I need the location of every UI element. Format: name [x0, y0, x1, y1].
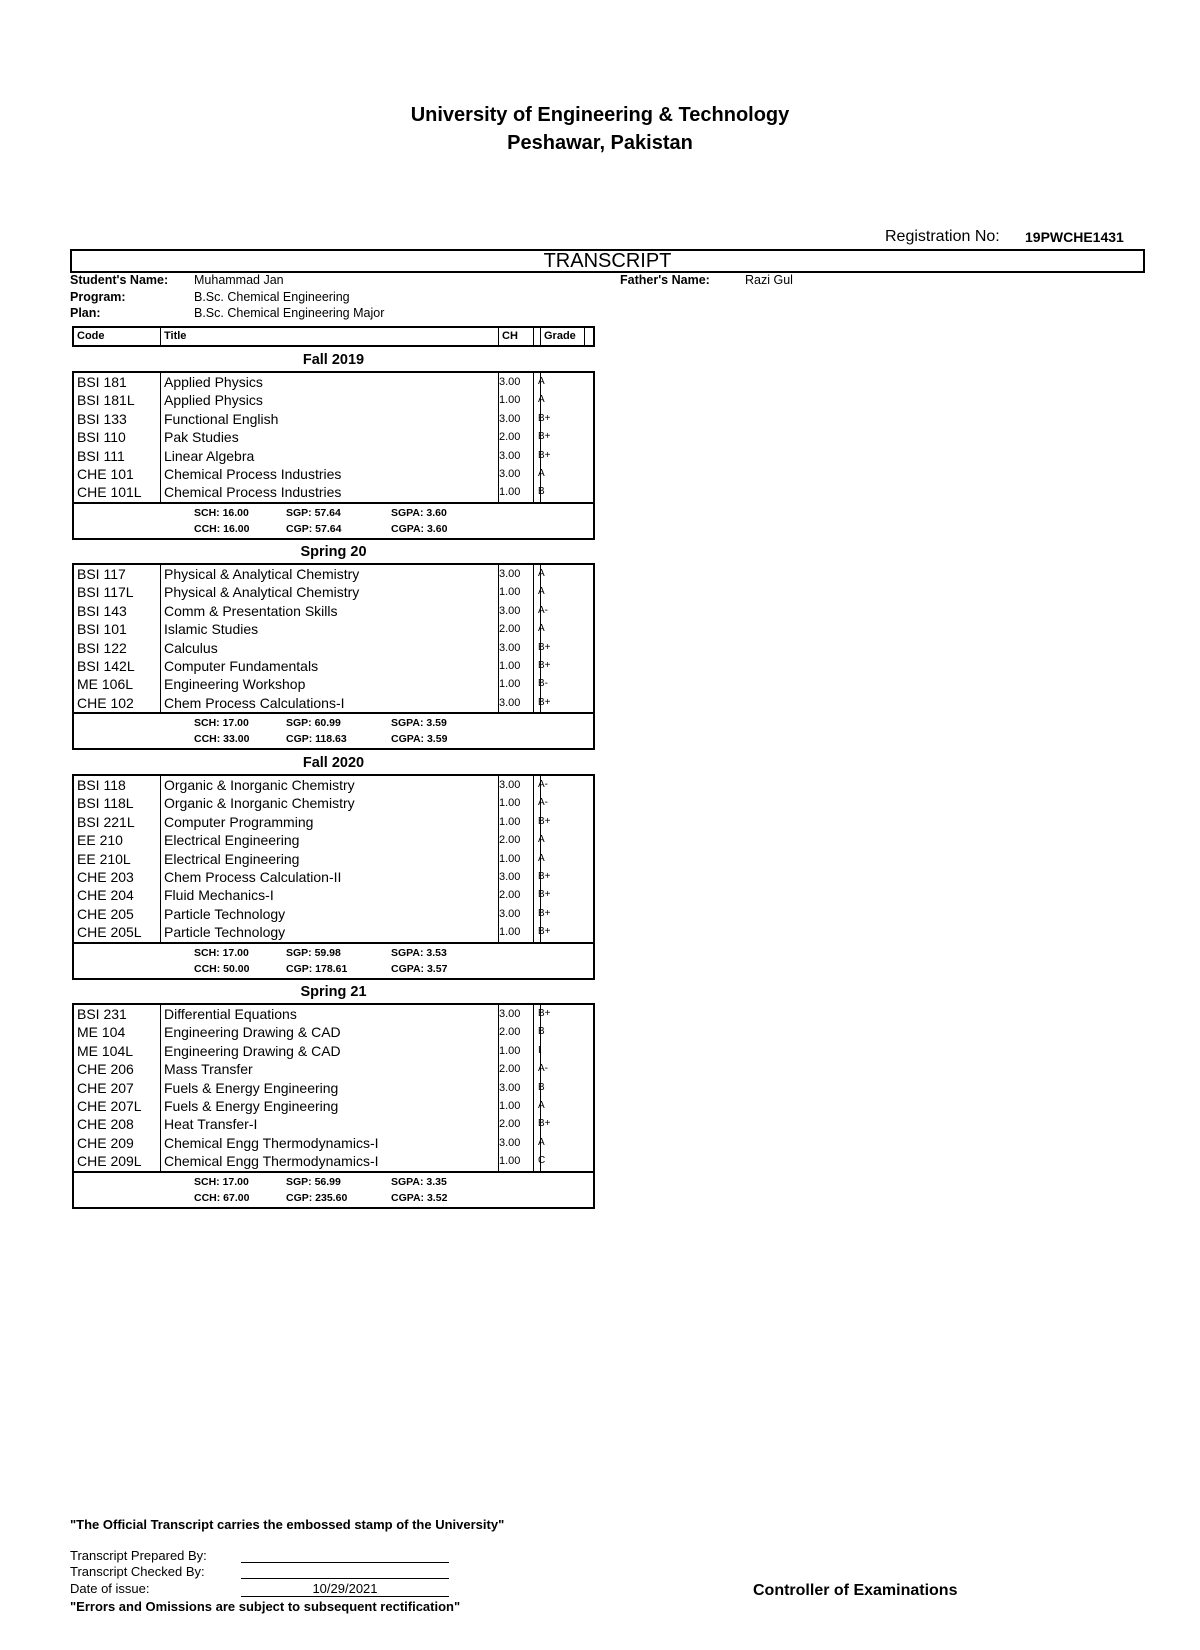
- semester-gpa: SGPA: 3.35: [391, 1175, 447, 1188]
- credit-hours: 1.00: [498, 1097, 534, 1115]
- ch-column-header: CH: [498, 328, 534, 345]
- grade: A: [538, 1136, 545, 1148]
- course-title: Mass Transfer: [164, 1061, 253, 1078]
- course-code: CHE 205L: [74, 923, 161, 941]
- course-title: Applied Physics: [164, 374, 263, 390]
- column-divider: [498, 620, 499, 638]
- grade: B: [538, 1026, 545, 1038]
- course-title: Chemical Engg Thermodynamics-I: [164, 1134, 379, 1151]
- column-divider: [498, 1097, 499, 1115]
- course-code: CHE 209L: [74, 1152, 161, 1170]
- cumulative-grade-points: CGP: 178.61: [286, 962, 348, 975]
- registration-number: 19PWCHE1431: [1025, 229, 1124, 245]
- credit-hours: 3.00: [498, 776, 534, 794]
- credit-hours: 2.00: [498, 1060, 534, 1078]
- column-divider: [498, 639, 499, 657]
- column-divider: [540, 583, 541, 601]
- checked-by-line: [241, 1564, 449, 1579]
- course-code: BSI 101: [74, 620, 161, 638]
- column-divider: [498, 850, 499, 868]
- credit-hours: 3.00: [498, 694, 534, 712]
- grade: B+: [538, 1118, 551, 1130]
- course-code: CHE 101: [74, 465, 161, 483]
- course-row: [74, 1042, 593, 1060]
- course-row: [74, 565, 593, 583]
- credit-hours: 1.00: [498, 391, 534, 409]
- column-divider: [498, 675, 499, 693]
- grade: B+: [538, 870, 551, 882]
- column-divider: [498, 391, 499, 409]
- semester-credit-hours: SCH: 17.00: [194, 946, 249, 959]
- course-code: CHE 101L: [74, 483, 161, 501]
- semester-credit-hours: SCH: 17.00: [194, 1175, 249, 1188]
- course-code: CHE 206: [74, 1060, 161, 1078]
- credit-hours: 3.00: [498, 1134, 534, 1152]
- course-code: CHE 102: [74, 694, 161, 712]
- column-divider: [540, 813, 541, 831]
- grade: A: [538, 623, 545, 635]
- cumulative-gpa: CGPA: 3.52: [391, 1191, 448, 1204]
- grade: B+: [538, 1008, 551, 1019]
- course-title: Physical & Analytical Chemistry: [164, 566, 360, 582]
- column-divider: [540, 923, 541, 941]
- prepared-by-line: [241, 1548, 449, 1563]
- column-divider: [540, 428, 541, 446]
- grade: B+: [538, 641, 551, 653]
- grade: B+: [538, 889, 551, 901]
- column-divider: [540, 391, 541, 409]
- credit-hours: 3.00: [498, 1005, 534, 1023]
- prepared-by-label: Transcript Prepared By:: [70, 1548, 207, 1563]
- course-title: Chemical Process Industries: [164, 484, 342, 501]
- semester-summary: [74, 942, 593, 978]
- grade: A: [538, 394, 545, 406]
- transcript-title: TRANSCRIPT: [70, 249, 1145, 273]
- credit-hours: 3.00: [498, 1079, 534, 1097]
- student-name: Muhammad Jan: [194, 273, 284, 287]
- program-label: Program:: [70, 290, 126, 304]
- column-divider: [540, 1152, 541, 1170]
- course-title: Pak Studies: [164, 429, 239, 446]
- course-title: Linear Algebra: [164, 447, 255, 464]
- course-code: BSI 142L: [74, 657, 161, 675]
- column-divider: [540, 1042, 541, 1060]
- course-code: ME 104L: [74, 1042, 161, 1060]
- semester-summary: [74, 502, 593, 538]
- column-divider: [498, 1042, 499, 1060]
- credit-hours: 1.00: [498, 794, 534, 812]
- course-code: BSI 221L: [74, 813, 161, 831]
- column-divider: [540, 373, 541, 391]
- course-row: [74, 850, 593, 868]
- column-divider: [498, 905, 499, 923]
- date-of-issue-value: 10/29/2021: [241, 1582, 449, 1597]
- credit-hours: 3.00: [498, 465, 534, 483]
- course-title: Differential Equations: [164, 1006, 297, 1022]
- column-divider: [498, 886, 499, 904]
- credit-hours: 3.00: [498, 602, 534, 620]
- course-row: [74, 868, 593, 886]
- grade: A-: [538, 604, 548, 616]
- credit-hours: 2.00: [498, 428, 534, 446]
- course-code: BSI 231: [74, 1005, 161, 1023]
- course-title: Fuels & Energy Engineering: [164, 1079, 339, 1096]
- semester-credit-hours: SCH: 17.00: [194, 717, 249, 730]
- course-code: BSI 110: [74, 428, 161, 446]
- credit-hours: 1.00: [498, 483, 534, 501]
- credit-hours: 1.00: [498, 675, 534, 693]
- course-row: [74, 602, 593, 620]
- credit-hours: 3.00: [498, 868, 534, 886]
- column-divider: [540, 886, 541, 904]
- program-value: B.Sc. Chemical Engineering: [194, 290, 350, 304]
- course-title: Fuels & Energy Engineering: [164, 1097, 339, 1114]
- column-divider: [540, 483, 541, 501]
- cumulative-grade-points: CGP: 235.60: [286, 1191, 348, 1204]
- column-divider: [498, 657, 499, 675]
- semester-credit-hours: SCH: 16.00: [194, 506, 249, 519]
- column-divider: [498, 1060, 499, 1078]
- cumulative-gpa: CGPA: 3.59: [391, 733, 448, 746]
- plan-value: B.Sc. Chemical Engineering Major: [194, 306, 385, 320]
- course-title: Calculus: [164, 639, 218, 656]
- column-divider: [540, 657, 541, 675]
- grade: A-: [538, 1063, 548, 1075]
- grade: A: [538, 1099, 545, 1111]
- column-divider: [540, 1115, 541, 1133]
- credit-hours: 3.00: [498, 373, 534, 391]
- grade: B+: [538, 926, 551, 938]
- grade: I: [538, 1044, 541, 1056]
- semester-gpa: SGPA: 3.60: [391, 506, 447, 519]
- course-row: [74, 831, 593, 849]
- course-title: Organic & Inorganic Chemistry: [164, 795, 355, 812]
- course-code: BSI 133: [74, 410, 161, 428]
- course-title: Physical & Analytical Chemistry: [164, 584, 360, 601]
- course-title: Engineering Drawing & CAD: [164, 1024, 341, 1041]
- course-code: CHE 204: [74, 886, 161, 904]
- semester-title: Fall 2020: [302, 755, 365, 771]
- column-divider: [498, 694, 499, 712]
- father-name-label: Father's Name:: [620, 273, 710, 287]
- column-divider: [540, 1079, 541, 1097]
- controller-of-examinations: Controller of Examinations: [753, 1582, 958, 1599]
- column-divider: [498, 1115, 499, 1133]
- grade: B+: [538, 431, 551, 443]
- course-row: [74, 583, 593, 601]
- column-divider: [498, 373, 499, 391]
- university-name: University of Engineering & Technology: [410, 104, 790, 126]
- column-divider: [498, 831, 499, 849]
- credit-hours: 2.00: [498, 1115, 534, 1133]
- course-code: CHE 207L: [74, 1097, 161, 1115]
- credit-hours: 3.00: [498, 565, 534, 583]
- grade: A: [538, 568, 545, 579]
- column-divider: [498, 410, 499, 428]
- course-code: BSI 181: [74, 373, 161, 391]
- course-code: ME 104: [74, 1023, 161, 1041]
- course-code: EE 210: [74, 831, 161, 849]
- course-title: Particle Technology: [164, 905, 286, 922]
- column-divider: [540, 639, 541, 657]
- column-divider: [540, 794, 541, 812]
- column-divider: [540, 1005, 541, 1023]
- column-divider: [498, 602, 499, 620]
- course-title: Particle Technology: [164, 924, 286, 941]
- column-divider: [498, 813, 499, 831]
- column-divider: [540, 675, 541, 693]
- semester-gpa: SGPA: 3.59: [391, 717, 447, 730]
- course-row: [74, 1023, 593, 1041]
- course-code: BSI 117L: [74, 583, 161, 601]
- semester-table: [72, 774, 595, 980]
- semester-gpa: SGPA: 3.53: [391, 946, 447, 959]
- grade: A-: [538, 797, 548, 809]
- column-divider: [498, 447, 499, 465]
- cumulative-grade-points: CGP: 118.63: [286, 733, 347, 746]
- column-divider: [498, 794, 499, 812]
- column-divider: [540, 776, 541, 794]
- course-row: [74, 675, 593, 693]
- course-code: CHE 205: [74, 905, 161, 923]
- column-divider: [498, 1079, 499, 1097]
- title-column-header: Title: [161, 328, 585, 345]
- course-row: [74, 923, 593, 941]
- course-title: Chemical Engg Thermodynamics-I: [164, 1153, 379, 1170]
- course-code: BSI 181L: [74, 391, 161, 409]
- column-divider: [540, 831, 541, 849]
- column-divider: [498, 465, 499, 483]
- course-code: BSI 143: [74, 602, 161, 620]
- course-title: Chem Process Calculations-I: [164, 694, 345, 711]
- credit-hours: 1.00: [498, 1152, 534, 1170]
- course-row: [74, 391, 593, 409]
- course-title: Electrical Engineering: [164, 832, 300, 849]
- course-title: Heat Transfer-I: [164, 1116, 258, 1133]
- course-title: Chemical Process Industries: [164, 465, 342, 482]
- cumulative-gpa: CGPA: 3.57: [391, 962, 448, 975]
- date-of-issue-label: Date of issue:: [70, 1581, 150, 1596]
- column-divider: [498, 428, 499, 446]
- grade: B+: [538, 449, 551, 461]
- course-code: CHE 203: [74, 868, 161, 886]
- credit-hours: 2.00: [498, 620, 534, 638]
- semester-title: Fall 2019: [302, 352, 365, 368]
- column-divider: [540, 1060, 541, 1078]
- semester-title: Spring 20: [300, 544, 367, 560]
- course-title: Electrical Engineering: [164, 850, 300, 867]
- course-row: [74, 1152, 593, 1170]
- course-title: Applied Physics: [164, 392, 263, 409]
- column-divider: [540, 1097, 541, 1115]
- course-title: Comm & Presentation Skills: [164, 602, 338, 619]
- course-title: Engineering Workshop: [164, 676, 306, 693]
- course-row: [74, 1005, 593, 1023]
- course-code: CHE 208: [74, 1115, 161, 1133]
- semester-table: [72, 1003, 595, 1209]
- grade-column-header: Grade: [540, 328, 593, 345]
- course-title: Computer Programming: [164, 813, 314, 830]
- grade: B+: [538, 815, 551, 827]
- semester-title: Spring 21: [300, 984, 367, 1000]
- course-code: ME 106L: [74, 675, 161, 693]
- credit-hours: 1.00: [498, 583, 534, 601]
- university-location: Peshawar, Pakistan: [507, 132, 693, 154]
- course-row: [74, 794, 593, 812]
- column-divider: [540, 447, 541, 465]
- grade: A: [538, 852, 545, 864]
- column-divider: [540, 565, 541, 583]
- column-divider: [540, 602, 541, 620]
- credit-hours: 3.00: [498, 447, 534, 465]
- course-code: BSI 118L: [74, 794, 161, 812]
- course-row: [74, 639, 593, 657]
- column-divider: [540, 1134, 541, 1152]
- course-row: [74, 1079, 593, 1097]
- course-title: Engineering Drawing & CAD: [164, 1042, 341, 1059]
- grade: B: [538, 486, 545, 498]
- course-row: [74, 657, 593, 675]
- column-divider: [540, 905, 541, 923]
- grade: B+: [538, 907, 551, 919]
- column-divider: [540, 1023, 541, 1041]
- course-row: [74, 1134, 593, 1152]
- semester-table: [72, 371, 595, 540]
- course-code: BSI 117: [74, 565, 161, 583]
- grade: B+: [538, 696, 551, 708]
- column-divider: [498, 776, 499, 794]
- grade: A-: [538, 779, 548, 790]
- registration-label: Registration No:: [885, 228, 1000, 245]
- credit-hours: 2.00: [498, 1023, 534, 1041]
- credit-hours: 3.00: [498, 410, 534, 428]
- grade: A: [538, 586, 545, 598]
- credit-hours: 1.00: [498, 813, 534, 831]
- checked-by-label: Transcript Checked By:: [70, 1564, 205, 1579]
- course-code: BSI 122: [74, 639, 161, 657]
- grade: B: [538, 1081, 545, 1093]
- column-divider: [498, 483, 499, 501]
- course-title: Computer Fundamentals: [164, 657, 319, 674]
- semester-summary: [74, 712, 593, 748]
- course-row: [74, 694, 593, 712]
- column-divider: [540, 694, 541, 712]
- column-divider: [498, 1152, 499, 1170]
- credit-hours: 1.00: [498, 850, 534, 868]
- code-column-header: Code: [74, 328, 161, 345]
- grade: A: [538, 467, 545, 479]
- column-divider: [540, 410, 541, 428]
- course-row: [74, 1060, 593, 1078]
- cumulative-grade-points: CGP: 57.64: [286, 522, 342, 535]
- grade: B+: [538, 412, 551, 424]
- column-divider: [498, 1134, 499, 1152]
- course-code: BSI 118: [74, 776, 161, 794]
- course-code: BSI 111: [74, 447, 161, 465]
- credit-hours: 2.00: [498, 886, 534, 904]
- column-divider: [540, 868, 541, 886]
- course-code: EE 210L: [74, 850, 161, 868]
- course-row: [74, 886, 593, 904]
- course-row: [74, 776, 593, 794]
- student-name-label: Student's Name:: [70, 273, 169, 287]
- credit-hours: 1.00: [498, 657, 534, 675]
- column-divider: [498, 565, 499, 583]
- column-divider: [540, 850, 541, 868]
- course-title: Chem Process Calculation-II: [164, 868, 342, 885]
- credit-hours: 1.00: [498, 923, 534, 941]
- grade: C: [538, 1155, 546, 1167]
- course-code: CHE 209: [74, 1134, 161, 1152]
- course-row: [74, 1097, 593, 1115]
- cumulative-credit-hours: CCH: 33.00: [194, 733, 250, 746]
- column-divider: [498, 923, 499, 941]
- course-row: [74, 428, 593, 446]
- column-divider: [498, 868, 499, 886]
- column-header: [72, 326, 595, 347]
- course-title: Islamic Studies: [164, 621, 259, 638]
- semester-grade-points: SGP: 57.64: [286, 506, 341, 519]
- course-title: Functional English: [164, 410, 279, 427]
- semester-table: [72, 563, 595, 750]
- course-row: [74, 905, 593, 923]
- course-row: [74, 410, 593, 428]
- column-divider: [498, 1005, 499, 1023]
- cumulative-credit-hours: CCH: 50.00: [194, 962, 250, 975]
- semester-grade-points: SGP: 59.98: [286, 946, 341, 959]
- semester-grade-points: SGP: 56.99: [286, 1175, 341, 1188]
- grade: B-: [538, 678, 548, 690]
- cumulative-credit-hours: CCH: 67.00: [194, 1191, 250, 1204]
- course-row: [74, 813, 593, 831]
- column-divider: [540, 620, 541, 638]
- plan-label: Plan:: [70, 306, 101, 320]
- course-row: [74, 447, 593, 465]
- credit-hours: 3.00: [498, 905, 534, 923]
- grade: A: [538, 834, 545, 846]
- column-divider: [540, 465, 541, 483]
- grade: B+: [538, 659, 551, 671]
- semester-summary: [74, 1171, 593, 1207]
- credit-hours: 1.00: [498, 1042, 534, 1060]
- cumulative-credit-hours: CCH: 16.00: [194, 522, 250, 535]
- column-divider: [498, 583, 499, 601]
- credit-hours: 2.00: [498, 831, 534, 849]
- course-title: Organic & Inorganic Chemistry: [164, 777, 355, 793]
- grade: A: [538, 376, 545, 387]
- column-divider: [498, 1023, 499, 1041]
- semester-grade-points: SGP: 60.99: [286, 717, 341, 730]
- stamp-note: "The Official Transcript carries the embossed stamp of the University": [70, 1517, 505, 1532]
- credit-hours: 3.00: [498, 639, 534, 657]
- course-code: CHE 207: [74, 1079, 161, 1097]
- cumulative-gpa: CGPA: 3.60: [391, 522, 448, 535]
- course-row: [74, 373, 593, 391]
- course-row: [74, 1115, 593, 1133]
- course-row: [74, 483, 593, 501]
- course-row: [74, 620, 593, 638]
- father-name: Razi Gul: [745, 273, 793, 287]
- course-title: Fluid Mechanics-I: [164, 887, 274, 904]
- errors-note: "Errors and Omissions are subject to subsequent rectification": [70, 1599, 461, 1614]
- course-row: [74, 465, 593, 483]
